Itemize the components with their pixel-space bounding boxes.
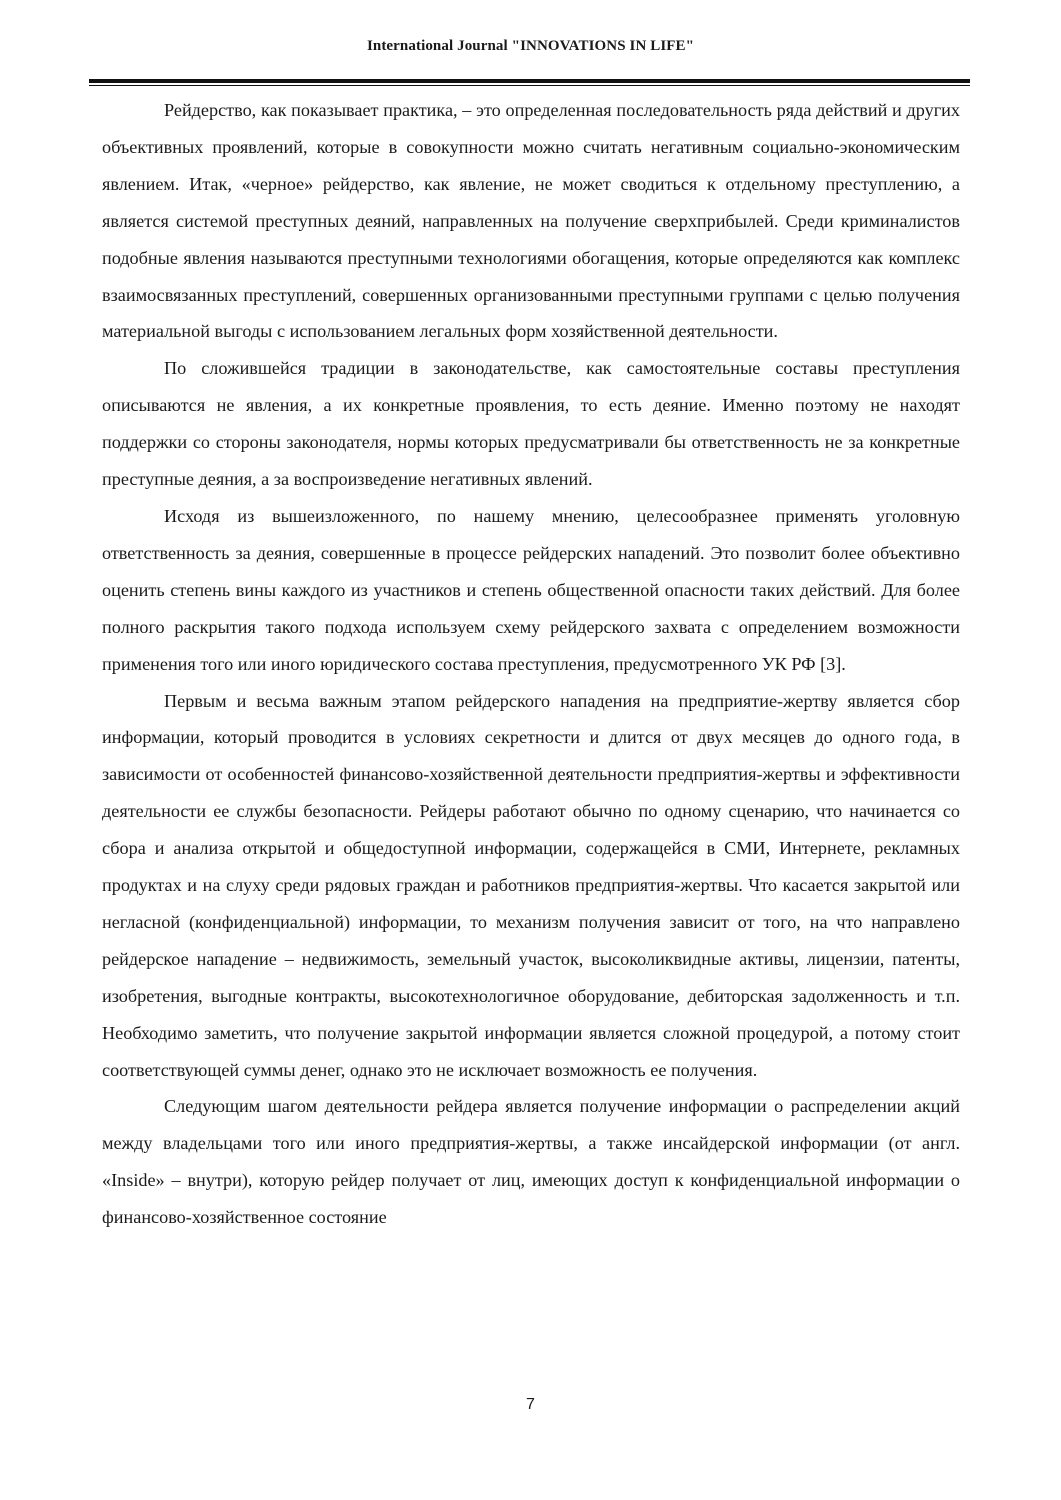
journal-header-title: International Journal "INNOVATIONS IN LIFE" bbox=[366, 38, 695, 54]
page-number: 7 bbox=[526, 1396, 535, 1413]
header-rule-thick bbox=[89, 79, 970, 83]
paragraph-2: По сложившейся традиции в законодательстве, как самостоятельные составы преступления описываются не явления, а их конкретные проявления, то есть деяние. Именно поэтому не находят поддержки со стороны законодателя, нормы которых предусматривали бы ответственность не за конкретные преступные деяния, а за воспроизведение негативных явлений. bbox=[102, 358, 960, 490]
header-rule-thin bbox=[89, 85, 970, 86]
paragraph-1: Рейдерство, как показывает практика, – это определенная последовательность ряда действий и других объективных проявлений, которые в совокупности можно считать негативным социально-экономическим явлением. Итак, «черное» рейдерство, как явление, не может сводиться к отдельному преступлению, а является системой преступных деяний, направленных на получение сверхприбылей. Среди криминалистов подобные явления называются преступными технологиями обогащения, которые определяются как комплекс взаимосвязанных преступлений, совершенных организованными преступными группами с целью получения материальной выгоды с использованием легальных форм хозяйственной деятельности. bbox=[102, 100, 960, 342]
article-body bbox=[102, 92, 960, 1236]
paragraph-3: Исходя из вышеизложенного, по нашему мнению, целесообразнее применять уголовную ответственность за деяния, совершенные в процессе рейдерских нападений. Это позволит более объективно оценить степень вины каждого из участников и степень общественной опасности таких действий. Для более полного раскрытия такого подхода используем схему рейдерского захвата с определением возможности применения того или иного юридического состава преступления, предусмотренного УК РФ [3]. bbox=[102, 505, 960, 674]
paragraph-5: Следующим шагом деятельности рейдера является получение информации о распределении акций между владельцами того или иного предприятия-жертвы, а также инсайдерской информации (от англ. «Inside» – внутри), которую рейдер получает от лиц, имеющих доступ к конфиденциальной информации о финансово-хозяйственное состояние bbox=[102, 1096, 960, 1228]
paragraph-4: Первым и весьма важным этапом рейдерского нападения на предприятие-жертву является сбор информации, который проводится в условиях секретности и длится от двух месяцев до одного года, в зависимости от особенностей финансово-хозяйственной деятельности предприятия-жертвы и эффективности деятельности ее службы безопасности. Рейдеры работают обычно по одному сценарию, что начинается со сбора и анализа открытой и общедоступной информации, содержащейся в СМИ, Интернете, рекламных продуктах и на слуху среди рядовых граждан и работников предприятия-жертвы. Что касается закрытой или негласной (конфиденциальной) информации, то механизм получения зависит от того, на что направлено рейдерское нападение – недвижимость, земельный участок, высоколиквидные активы, лицензии, патенты, изобретения, выгодные контракты, высокотехнологичное оборудование, дебиторская задолженность и т.п. Необходимо заметить, что получение закрытой информации является сложной процедурой, а потому стоит соответствующей суммы денег, однако это не исключает возможность ее получения. bbox=[102, 690, 960, 1080]
